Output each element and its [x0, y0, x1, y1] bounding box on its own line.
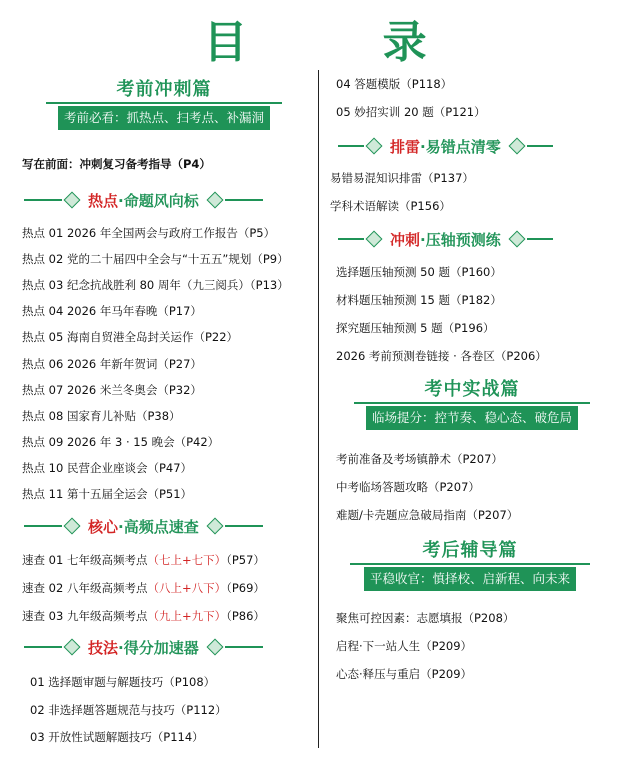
toc-entry[interactable]: 热点 03 纪念抗战胜利 80 周年（九三阅兵）（P13） [22, 278, 289, 293]
toc-entry[interactable]: 热点 09 2026 年 3 · 15 晚会（P42） [22, 434, 220, 449]
banner-title: 考后辅导篇 [422, 540, 518, 561]
toc-entry[interactable]: 材料题压轴预测 15 题（P182） [336, 293, 502, 307]
diamond-icon [366, 231, 383, 248]
toc-entry[interactable]: 热点 05 海南自贸港全岛封关运作（P22） [22, 330, 239, 345]
section-banner-pre-exam [46, 78, 282, 130]
banner-subtitle: 临场提分：控节奏、稳心态、破危局 [366, 406, 578, 430]
header-sprint [338, 229, 602, 249]
banner-rule [46, 102, 282, 104]
toc-entry[interactable]: 难题/卡壳题应急破局指南（P207） [336, 508, 519, 522]
toc-entry[interactable]: 01 选择题审题与解题技巧（P108） [30, 675, 216, 689]
entry-grade-range: （七上+七下） [147, 553, 227, 567]
diamond-icon [64, 192, 81, 209]
toc-entry[interactable]: 选择题压轴预测 50 题（P160） [336, 265, 502, 279]
toc-entry[interactable]: 易错易混知识排雷（P137） [330, 171, 474, 185]
diamond-icon [64, 518, 81, 535]
toc-entry[interactable]: 热点 02 党的二十届四中全会与“十五五”规划（P9） [22, 252, 289, 267]
header-core [24, 516, 294, 536]
header-rule [338, 238, 364, 240]
header-text: 排雷·易错点清零 [390, 137, 501, 156]
header-rule [225, 525, 263, 527]
header-rule [338, 145, 364, 147]
toc-entry[interactable]: 心态·释压与重启（P209） [336, 667, 473, 681]
banner-rule [350, 563, 590, 565]
toc-entry[interactable]: 04 答题模版（P118） [336, 77, 453, 91]
toc-entry[interactable]: 2026 考前预测卷链接 · 各卷区（P206） [336, 349, 547, 363]
foreword-link[interactable]: 写在前面：冲刺复习备考指导（P4） [22, 157, 211, 171]
toc-entry[interactable]: 启程·下一站人生（P209） [336, 639, 473, 653]
banner-subtitle: 考前必看：抓热点、扫考点、补漏洞 [58, 106, 270, 130]
column-divider [318, 70, 319, 748]
header-rule [527, 145, 553, 147]
toc-entry[interactable]: 聚焦可控因素：志愿填报（P208） [336, 611, 515, 625]
toc-entry[interactable]: 热点 01 2026 年全国两会与政府工作报告（P5） [22, 226, 276, 240]
diamond-icon [64, 639, 81, 656]
entry-page: （P69） [226, 581, 265, 595]
toc-entry[interactable]: 02 非选择题答题规范与技巧（P112） [30, 702, 227, 717]
toc-entry[interactable]: 中考临场答题攻略（P207） [336, 480, 480, 494]
toc-entry[interactable] [22, 553, 265, 567]
header-mine [338, 136, 602, 156]
header-rule [225, 199, 263, 201]
diamond-icon [366, 138, 383, 155]
toc-entry[interactable] [22, 581, 265, 595]
header-rule [225, 646, 263, 648]
section-banner-after-exam [350, 539, 590, 591]
header-text: 冲刺·压轴预测练 [390, 230, 501, 249]
diamond-icon [206, 639, 223, 656]
toc-entry[interactable]: 热点 04 2026 年马年春晚（P17） [22, 304, 202, 319]
toc-entry[interactable]: 考前准备及考场镇静术（P207） [336, 452, 503, 466]
section-banner-in-exam [354, 378, 590, 430]
header-rule [24, 646, 62, 648]
entry-text: 速查 03 九年级高频考点 [22, 609, 148, 623]
diamond-icon [206, 192, 223, 209]
toc-entry[interactable]: 学科术语解读（P156） [330, 199, 451, 213]
banner-rule [354, 402, 590, 404]
toc-entry[interactable]: 热点 06 2026 年新年贺词（P27） [22, 356, 202, 371]
header-rule [527, 238, 553, 240]
toc-entry[interactable]: 热点 10 民营企业座谈会（P47） [22, 460, 193, 475]
entry-page: （P86） [226, 609, 265, 623]
entry-text: 速查 02 八年级高频考点 [22, 581, 148, 595]
toc-entry[interactable]: 03 开放性试题解题技巧（P114） [30, 730, 204, 744]
diamond-icon [508, 231, 525, 248]
page-title: 目 录 [203, 17, 487, 68]
header-rule [24, 199, 62, 201]
header-skill [24, 637, 294, 657]
header-text: 热点·命题风向标 [88, 191, 199, 210]
toc-entry[interactable]: 热点 07 2026 米兰冬奥会（P32） [22, 382, 202, 397]
header-text: 核心·高频点速查 [88, 517, 199, 536]
diamond-icon [508, 138, 525, 155]
banner-title: 考前冲刺篇 [116, 79, 212, 100]
header-rule [24, 525, 62, 527]
diamond-icon [206, 518, 223, 535]
toc-entry[interactable]: 探究题压轴预测 5 题（P196） [336, 321, 495, 335]
entry-grade-range: （九上+九下） [147, 609, 227, 623]
entry-grade-range: （八上+八下） [147, 581, 227, 595]
toc-entry[interactable]: 05 妙招实训 20 题（P121） [336, 105, 486, 119]
toc-entry[interactable] [22, 609, 265, 623]
header-text: 技法·得分加速器 [88, 638, 199, 657]
toc-entry[interactable]: 热点 08 国家育儿补贴（P38） [22, 408, 181, 423]
banner-subtitle: 平稳收官：慎择校、启新程、向未来 [364, 567, 576, 591]
header-hot [24, 190, 294, 210]
toc-entry[interactable]: 热点 11 第十五届全运会（P51） [22, 487, 193, 501]
banner-title: 考中实战篇 [424, 379, 520, 400]
entry-page: （P57） [226, 553, 265, 567]
entry-text: 速查 01 七年级高频考点 [22, 553, 148, 567]
